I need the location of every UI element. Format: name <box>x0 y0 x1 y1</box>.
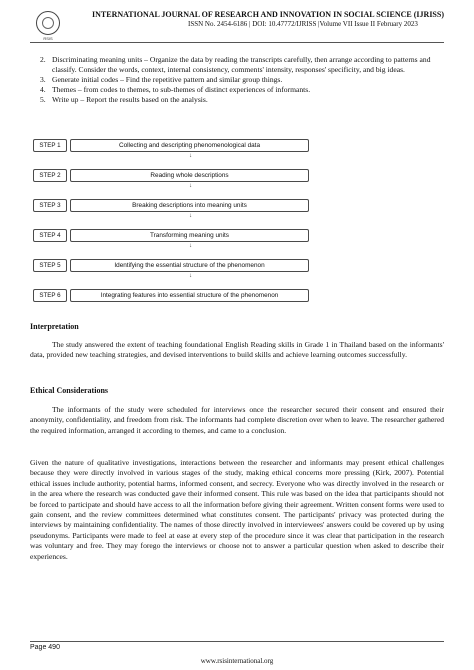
list-number: 2. <box>40 55 46 64</box>
journal-title: INTERNATIONAL JOURNAL OF RESEARCH AND INNOVATION IN SOCIAL SCIENCE (IJRISS) <box>92 10 444 19</box>
step-description: Identifying the essential structure of the phenomenon <box>70 259 309 272</box>
step-row <box>33 169 309 182</box>
interpretation-paragraph: The study answered the extent of teaching foundational English Reading skills in Grade 1 in Thailand based on the informants' data, provided new teaching strategies, and devised interventions to build skills and achieve learning outcomes successfully. <box>30 340 444 360</box>
step-row <box>33 199 309 212</box>
list-item <box>40 55 452 75</box>
step-row <box>33 289 309 302</box>
logo-emblem <box>42 17 54 29</box>
analysis-steps-list <box>40 55 452 105</box>
step-description: Collecting and descripting phenomenological data <box>70 139 309 152</box>
list-item <box>40 95 452 105</box>
journal-logo <box>36 11 60 35</box>
step-description: Breaking descriptions into meaning units <box>70 199 309 212</box>
page-number: Page 490 <box>30 644 60 651</box>
down-arrow-icon: ↓ <box>189 273 192 279</box>
website-footer: www.rsisinternational.org <box>200 657 274 665</box>
list-number: 4. <box>40 85 46 94</box>
header-divider <box>30 42 444 43</box>
step-row <box>33 139 309 152</box>
step-label: STEP 3 <box>33 199 67 212</box>
step-row <box>33 259 309 272</box>
list-text: Themes – from codes to themes, to sub-themes of distinct experiences of informants. <box>52 85 311 94</box>
interpretation-heading: Interpretation <box>30 322 79 331</box>
list-number: 3. <box>40 75 46 84</box>
step-label: STEP 5 <box>33 259 67 272</box>
list-text: Generate initial codes – Find the repetitive pattern and similar group things. <box>52 75 283 84</box>
step-label: STEP 1 <box>33 139 67 152</box>
down-arrow-icon: ↓ <box>189 243 192 249</box>
step-label: STEP 4 <box>33 229 67 242</box>
ethical-paragraph-2: Given the nature of qualitative investigations, interactions between the researcher and informants may present ethical challenges because they were directly involved in various stages of the study, making ethical concerns more pressing (Kirk, 2007). Potential ethical issues include authority, potential harms, informed consent, and secrecy. Everyone who was directly involved in the research or in the area where the research was conducted gave their informed consent. This rule was based on the idea that participants should not be forced to participate and should have access to all the information before giving their agreement. Written consent forms were used to gain consent, and the review committees determined what constitutes consent. The participants' privacy was protected during the interviews by maintaining confidentiality. The names of those directly involved in interviewees' answers could be covered up by using pseudonyms. Participants were made to feel at ease at every step of the procedure since it was clear that participation in the research was voluntary and free. They may forego the interviews or choose not to answer a particular question when asked to describe their experiences. <box>30 458 444 561</box>
list-item <box>40 85 452 95</box>
down-arrow-icon: ↓ <box>189 213 192 219</box>
step-row <box>33 229 309 242</box>
footer-divider <box>30 641 444 642</box>
step-description: Transforming meaning units <box>70 229 309 242</box>
step-label: STEP 6 <box>33 289 67 302</box>
list-text: Discriminating meaning units – Organize the data by reading the transcripts carefully, then arrange according to patterns and classify. Consider the words, context, internal consistency, comments' intensity, responses' specificity, and big ideas. <box>52 55 431 74</box>
down-arrow-icon: ↓ <box>189 153 192 159</box>
list-text: Write up – Report the results based on the analysis. <box>52 95 208 104</box>
list-item <box>40 75 452 85</box>
step-label: STEP 2 <box>33 169 67 182</box>
ethical-paragraph-1: The informants of the study were scheduled for interviews once the researcher secured their consent and ensured their anonymity, confidentiality, and freedom from risk. The informants had complete discretion over when to leave. The researcher gathered the required information, arranged it according to themes, and came to a conclusion. <box>30 405 444 435</box>
step-description: Integrating features into essential structure of the phenomenon <box>70 289 309 302</box>
step-description: Reading whole descriptions <box>70 169 309 182</box>
logo-text: RSIS <box>43 36 53 41</box>
issn-line: ISSN No. 2454-6186 | DOI: 10.47772/IJRISS |Volume VII Issue II February 2023 <box>188 20 418 28</box>
down-arrow-icon: ↓ <box>189 183 192 189</box>
ethical-heading: Ethical Considerations <box>30 386 109 395</box>
list-number: 5. <box>40 95 46 104</box>
